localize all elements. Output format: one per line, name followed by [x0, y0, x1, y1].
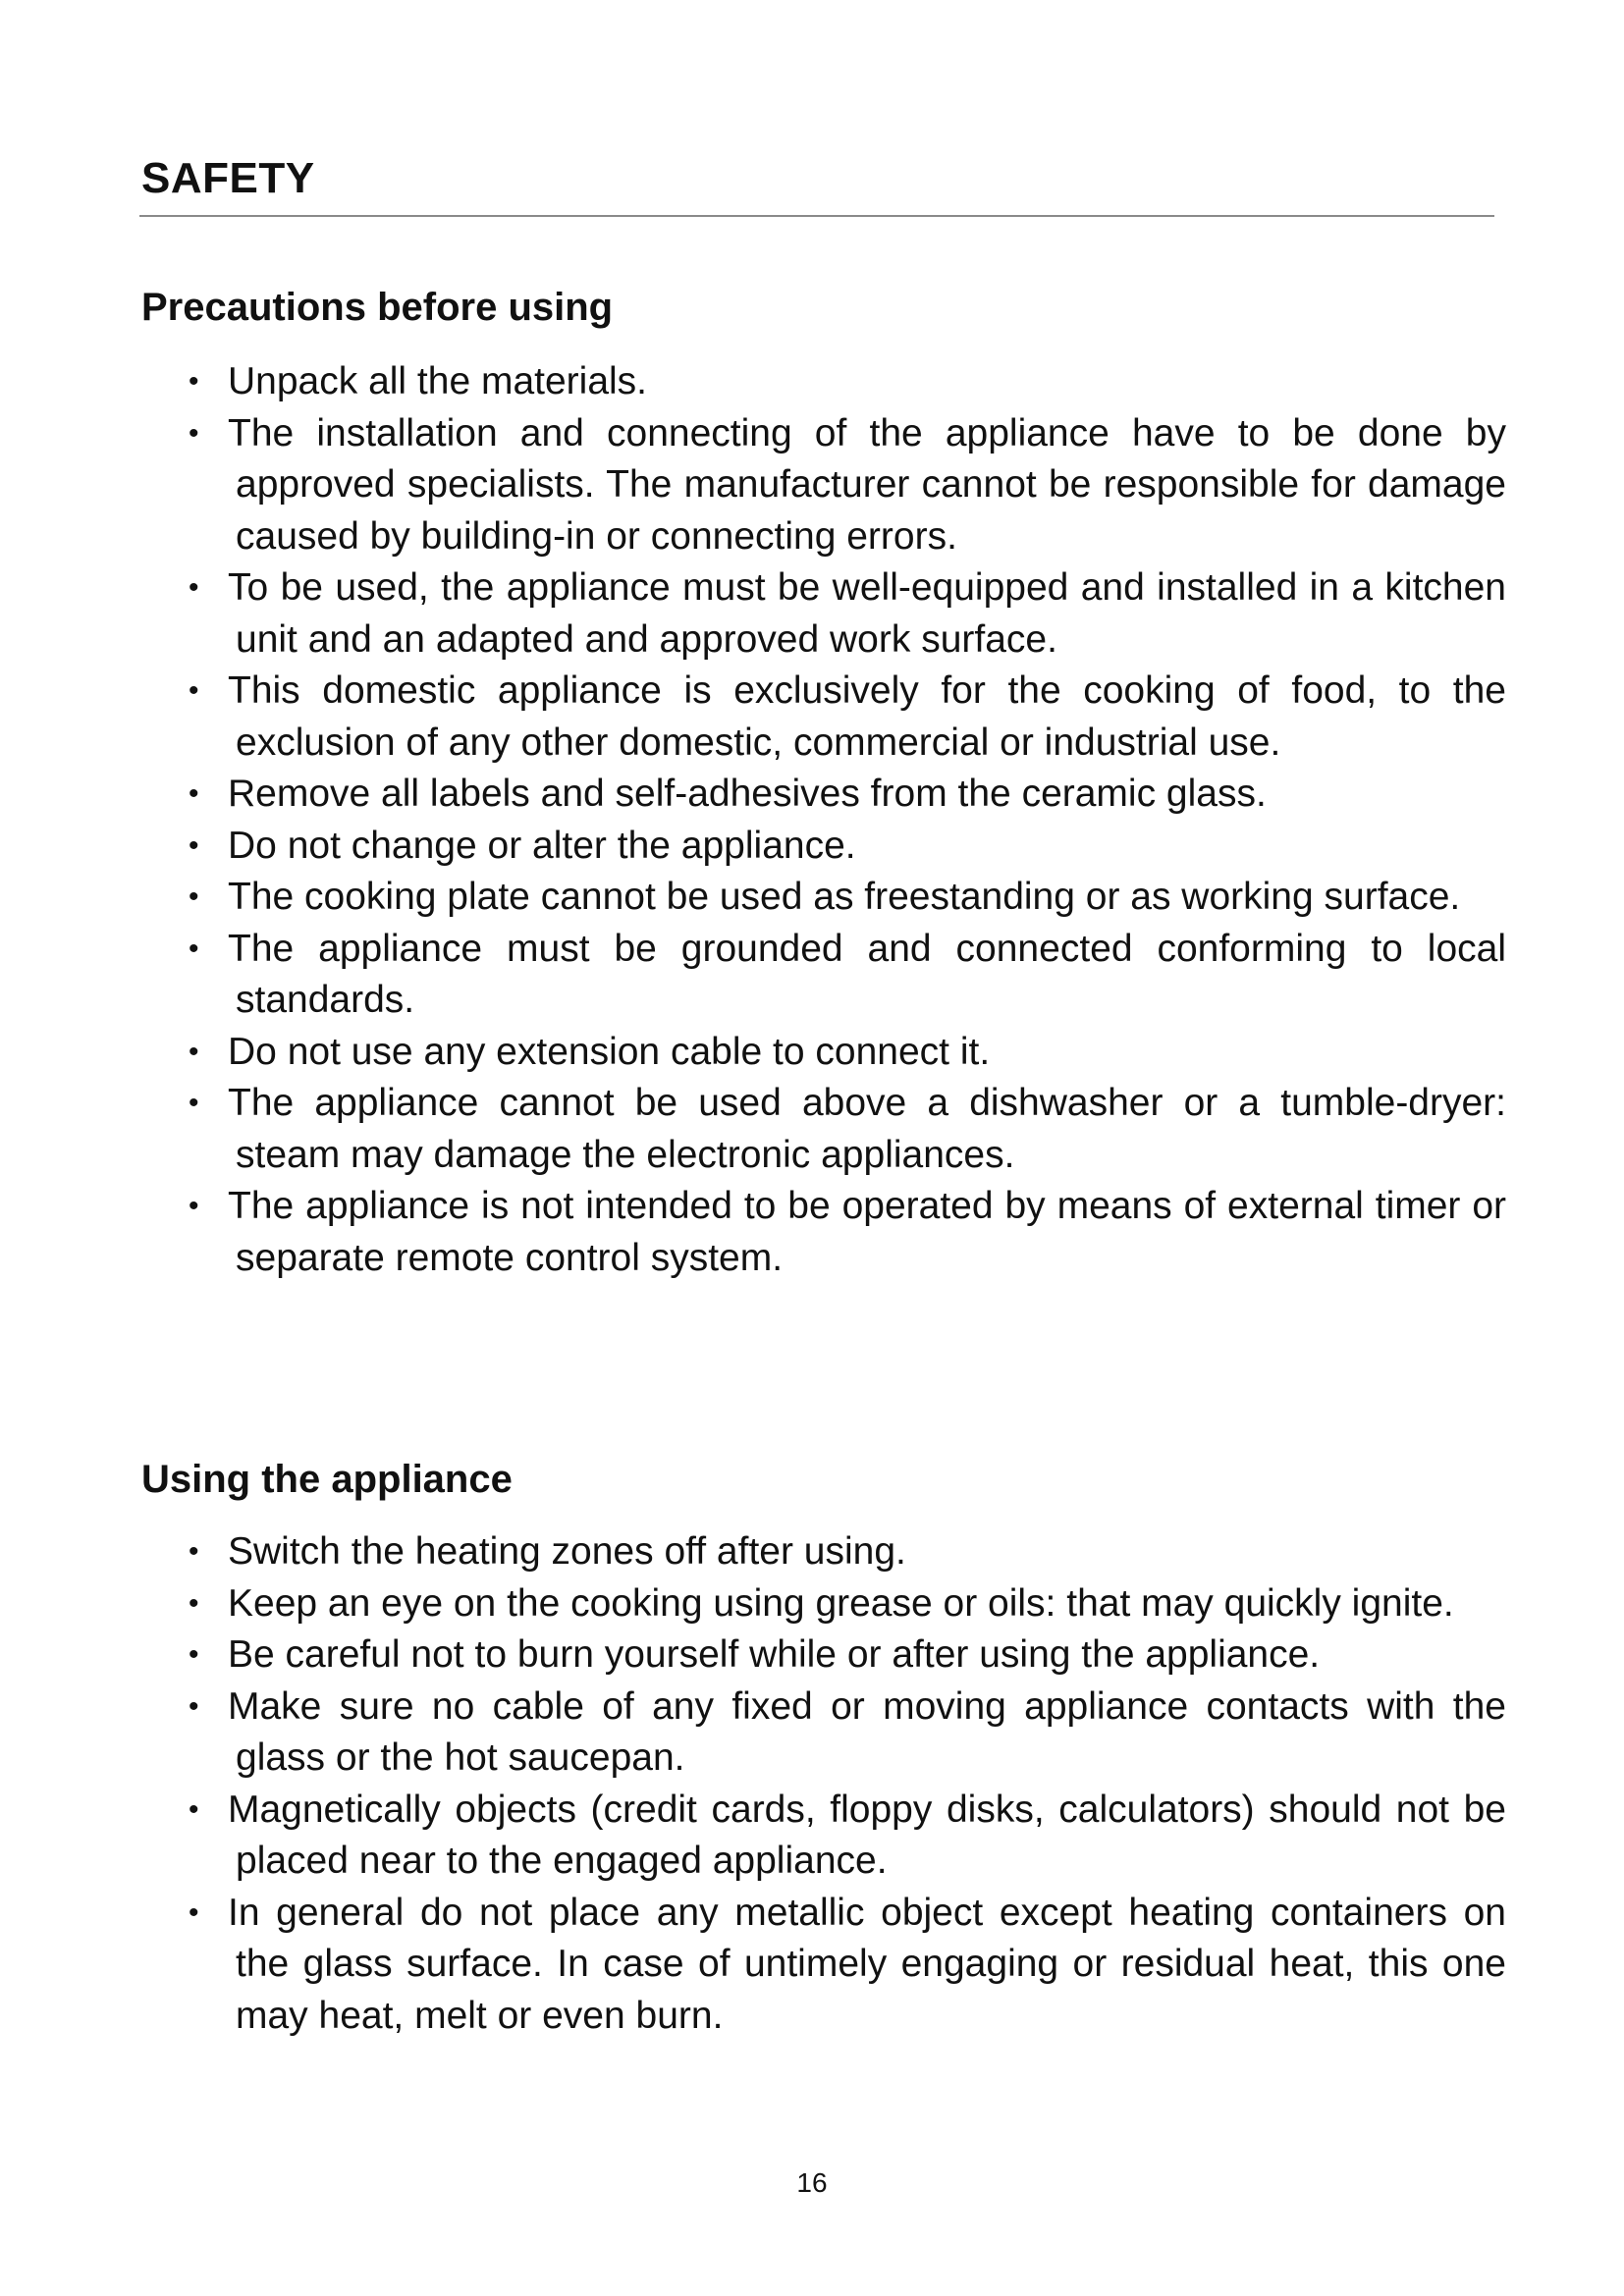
- page-number: 16: [796, 2167, 828, 2198]
- bullet-icon: •: [189, 828, 199, 862]
- list-item: • Unpack all the materials.: [0, 356, 1624, 408]
- list-item: • Remove all labels and self-adhesives from the ceramic glass.: [0, 769, 1624, 821]
- list-item: • Magnetically objects (credit cards, floppy disks, calculators) should not be placed near to the engaged appliance.: [0, 1785, 1624, 1888]
- list-item: • Be careful not to burn yourself while or after using the appliance.: [0, 1629, 1624, 1682]
- bullet-icon: •: [189, 1087, 199, 1119]
- bullet-icon: •: [189, 1792, 199, 1826]
- bullet-icon: •: [189, 1896, 199, 1929]
- list-item: • Keep an eye on the cooking using grease or oils: that may quickly ignite.: [0, 1578, 1624, 1630]
- list-item: • To be used, the appliance must be well-equipped and installed in a kitchen unit and an adapted and approved work surface.: [0, 562, 1624, 666]
- list-item: • The installation and connecting of the appliance have to be done by approved specialists. The manufacturer cannot be responsible for damage caused by building-in or connecting errors.: [0, 408, 1624, 563]
- bullet-icon: •: [189, 1035, 199, 1068]
- list-item: • Make sure no cable of any fixed or moving appliance contacts with the glass or the hot saucepan.: [0, 1682, 1624, 1785]
- section-heading-using: Using the appliance: [141, 1458, 513, 1501]
- bullet-icon: •: [189, 1689, 199, 1723]
- bullet-icon: •: [189, 365, 199, 398]
- bullet-icon: •: [189, 881, 199, 913]
- section-heading-precautions: Precautions before using: [141, 286, 614, 329]
- list-item: • In general do not place any metallic object except heating containers on the glass surface. In case of untimely engaging or residual heat, this one may heat, melt or even burn.: [0, 1888, 1624, 2043]
- list-item: • The appliance must be grounded and connected conforming to local standards.: [0, 924, 1624, 1027]
- bullet-icon: •: [189, 674, 199, 707]
- usage-list: [0, 1526, 1624, 2042]
- bullet-icon: •: [189, 1586, 199, 1620]
- precautions-list: [0, 356, 1624, 1284]
- list-item: • This domestic appliance is exclusively for the cooking of food, to the exclusion of any other domestic, commercial or industrial use.: [0, 666, 1624, 769]
- bullet-icon: •: [189, 571, 199, 604]
- bullet-icon: •: [189, 932, 199, 965]
- title-divider: [139, 215, 1494, 217]
- list-item: • Do not change or alter the appliance.: [0, 821, 1624, 873]
- list-item: • Switch the heating zones off after using.: [0, 1526, 1624, 1578]
- list-item: • The appliance cannot be used above a dishwasher or a tumble-dryer: steam may damage the electronic appliances.: [0, 1078, 1624, 1181]
- list-item: • The appliance is not intended to be operated by means of external timer or separate remote control system.: [0, 1181, 1624, 1284]
- bullet-icon: •: [189, 1638, 199, 1671]
- page-title: SAFETY: [141, 154, 315, 202]
- list-item: • Do not use any extension cable to connect it.: [0, 1027, 1624, 1079]
- bullet-icon: •: [189, 1190, 199, 1222]
- bullet-icon: •: [189, 416, 199, 450]
- bullet-icon: •: [189, 777, 199, 810]
- bullet-icon: •: [189, 1535, 199, 1568]
- list-item: • The cooking plate cannot be used as freestanding or as working surface.: [0, 872, 1624, 924]
